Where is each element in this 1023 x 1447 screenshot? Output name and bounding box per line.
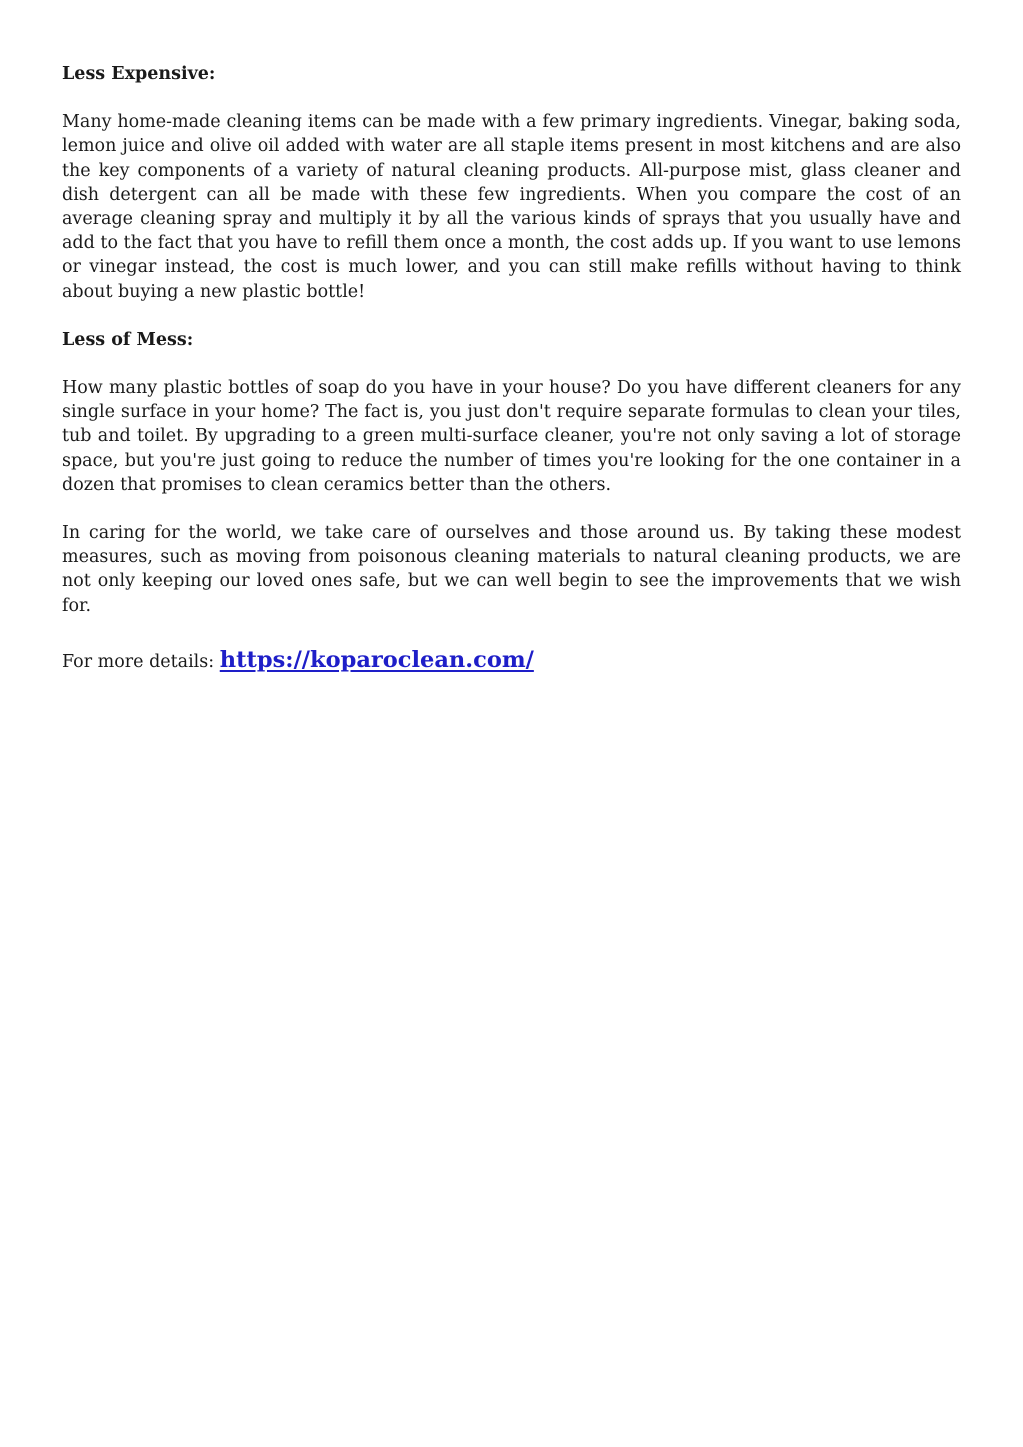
spacer (62, 497, 961, 521)
paragraph-caring-world: In caring for the world, we take care of ourselves and those around us. By taking these modest measures, such as moving from poisonous cleaning materials to natural cleaning products, we are not only keeping our loved ones safe, but we can well begin to see the improvements that we wish for. (62, 523, 961, 616)
spacer (62, 86, 961, 110)
more-details-line (62, 648, 961, 674)
website-link[interactable]: https://koparoclean.com/ (219, 646, 534, 673)
paragraph-plastic-bottles: How many plastic bottles of soap do you have in your house? Do you have different cleaners for any single surface in your home? The fact is, you just don't require separate formulas to clean your tiles, tub and toilet. By upgrading to a green multi-surface cleaner, you're not only saving a lot of storage space, but you're just going to reduce the number of times you're looking for the one container in a dozen that promises to clean ceramics better than the others. (62, 378, 961, 495)
document-page (62, 62, 961, 673)
spacer (62, 352, 961, 376)
section-heading-less-of-mess: Less of Mess: (62, 329, 194, 350)
more-details-label: For more details: (62, 651, 220, 672)
spacer (62, 304, 961, 328)
section-heading-less-expensive: Less Expensive: (62, 64, 216, 84)
spacer (62, 618, 961, 642)
paragraph-less-expensive: Many home-made cleaning items can be made with a few primary ingredients. Vinegar, baking soda, lemon juice and olive oil added with water are all staple items present in most kitchens and are also the key components of a variety of natural cleaning products. All-purpose mist, glass cleaner and dish detergent can all be made with these few ingredients. When you compare the cost of an average cleaning spray and multiply it by all the various kinds of sprays that you usually have and add to the fact that you have to refill them once a month, the cost adds up. If you want to use lemons or vinegar instead, the cost is much lower, and you can still make refills without having to think about buying a new plastic bottle! (62, 112, 961, 302)
